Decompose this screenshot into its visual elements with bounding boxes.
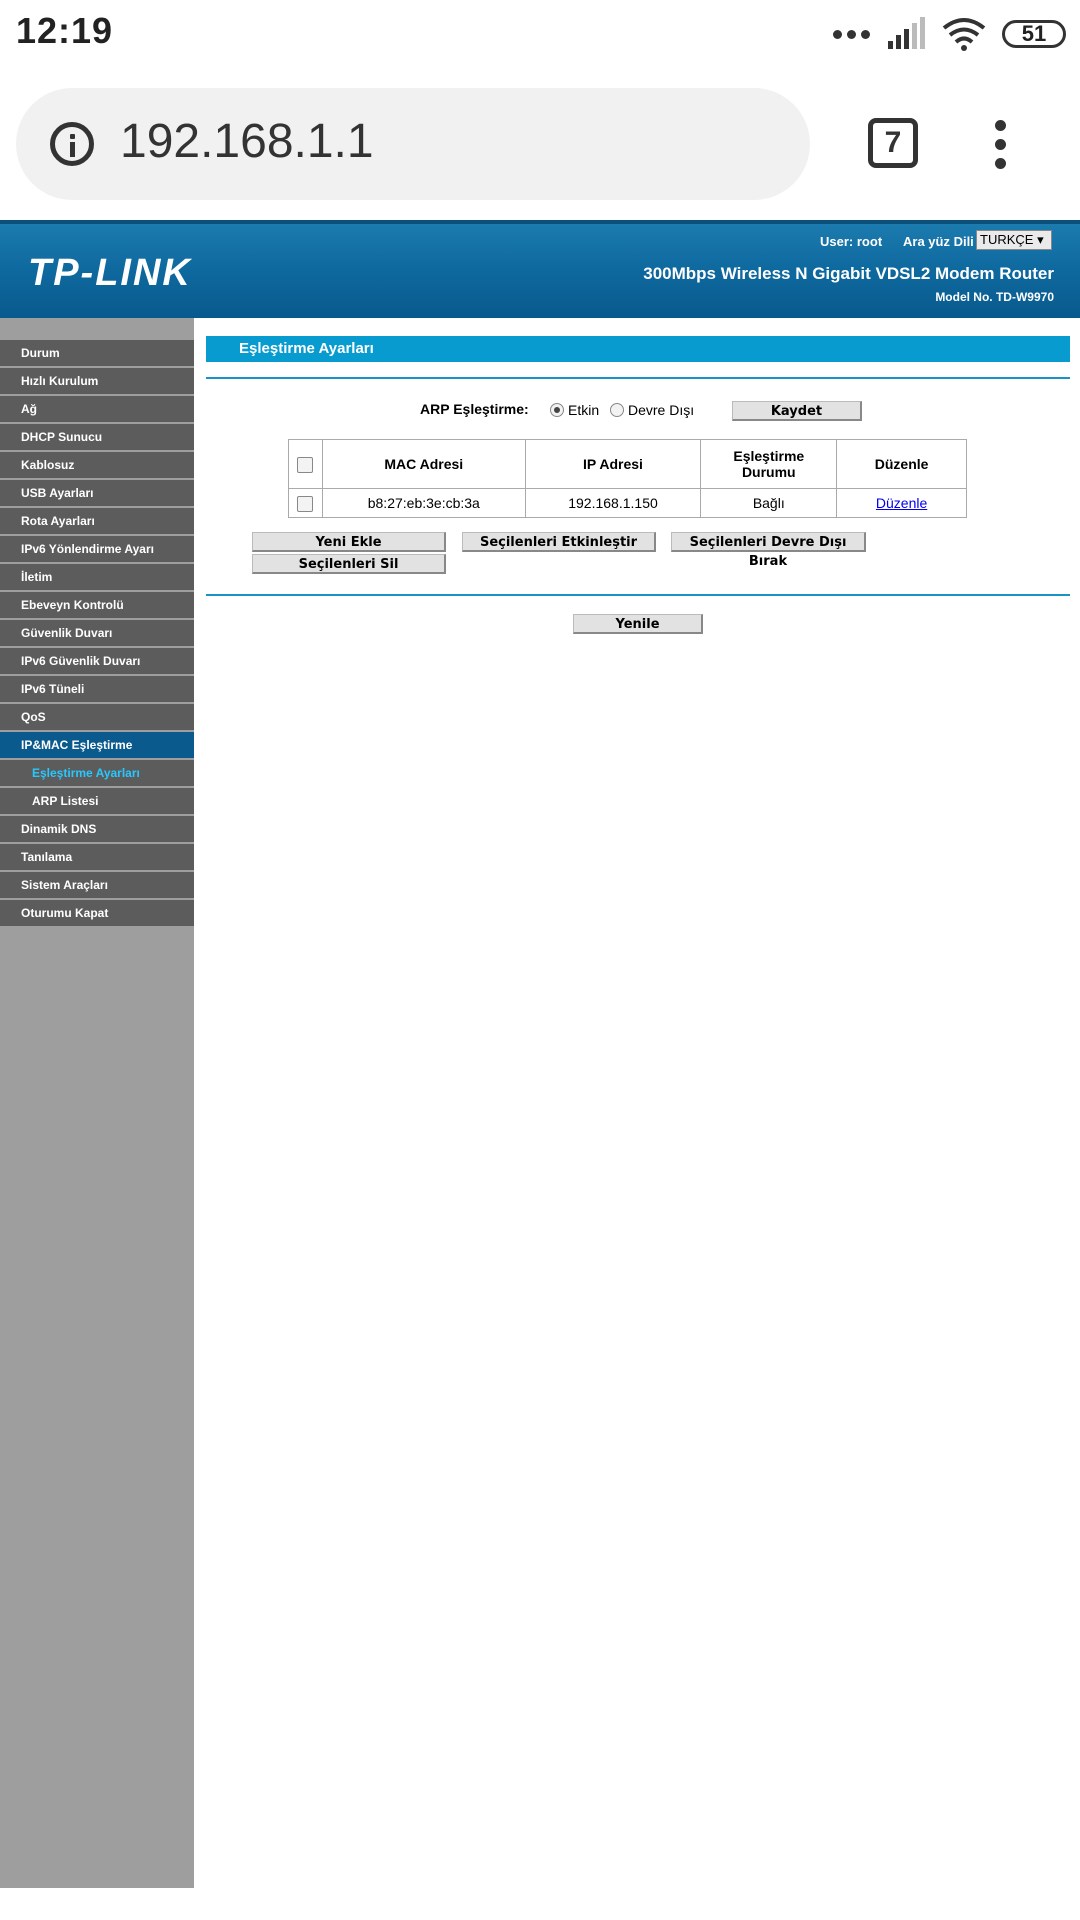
language-select[interactable] [976, 230, 1052, 250]
arp-enabled-label[interactable]: Etkin [568, 402, 600, 418]
column-header: Eşleştirme Durumu [701, 440, 837, 489]
main-content [206, 336, 1070, 632]
add-new-button[interactable]: Yeni Ekle [252, 532, 446, 552]
router-header [0, 220, 1080, 318]
sidebar-item-qos[interactable]: QoS [0, 704, 194, 730]
battery-icon [1002, 20, 1066, 48]
user-label: User: [820, 234, 854, 249]
arp-disabled-radio[interactable] [610, 403, 624, 417]
table-header-row [289, 440, 967, 489]
divider [206, 594, 1070, 596]
sidebar-item-ipv6-firewall[interactable]: IPv6 Güvenlik Duvarı [0, 648, 194, 674]
sidebar-item-iletim[interactable]: İletim [0, 564, 194, 590]
select-all-checkbox[interactable] [297, 457, 313, 473]
sidebar-item-ag[interactable]: Ağ [0, 396, 194, 422]
product-name: 300Mbps Wireless N Gigabit VDSL2 Modem Router [643, 264, 1054, 283]
user-info [820, 234, 882, 249]
edit-link[interactable]: Düzenle [875, 495, 928, 511]
column-header: Düzenle [837, 440, 967, 489]
edit-cell [837, 489, 967, 518]
status-bar [0, 0, 1080, 68]
sidebar-item-rota[interactable]: Rota Ayarları [0, 508, 194, 534]
tab-count: 7 [884, 126, 902, 159]
row-checkbox[interactable] [297, 496, 313, 512]
sidebar-item-ipv6-routing[interactable]: IPv6 Yönlendirme Ayarı [0, 536, 194, 562]
refresh-button[interactable]: Yenile [573, 614, 703, 634]
info-icon[interactable] [50, 122, 94, 166]
binding-status-cell: Bağlı [701, 489, 837, 518]
language-label: Ara yüz Dili [903, 234, 974, 249]
user-value: root [856, 234, 883, 249]
browser-toolbar [0, 68, 1080, 218]
sidebar-subitem-arp-list[interactable]: ARP Listesi [0, 788, 194, 814]
save-button[interactable]: Kaydet [732, 401, 862, 421]
arp-enabled-radio[interactable] [550, 403, 564, 417]
arp-binding-row [206, 379, 1070, 431]
row-select-cell [289, 489, 323, 518]
language-value: TURKÇE [980, 232, 1034, 247]
sidebar-item-diagnostics[interactable]: Tanılama [0, 844, 194, 870]
url-text[interactable]: 192.168.1.1 [120, 115, 374, 168]
sidebar-item-logout[interactable]: Oturumu Kapat [0, 900, 194, 926]
clock: 12:19 [16, 10, 114, 51]
sidebar-item-firewall[interactable]: Güvenlik Duvarı [0, 620, 194, 646]
arp-disabled-label[interactable]: Devre Dışı [628, 402, 695, 418]
more-notifications-icon [833, 30, 870, 39]
signal-icon [886, 17, 926, 51]
sidebar-item-dhcp[interactable]: DHCP Sunucu [0, 424, 194, 450]
tp-link-logo: TP-LINK [28, 252, 192, 294]
sidebar-item-hizli-kurulum[interactable]: Hızlı Kurulum [0, 368, 194, 394]
ip-address-cell: 192.168.1.150 [525, 489, 701, 518]
mac-address-cell: b8:27:eb:3e:cb:3a [322, 489, 525, 518]
arp-binding-label: ARP Eşleştirme: [420, 401, 529, 417]
sidebar-item-durum[interactable]: Durum [0, 340, 194, 366]
tab-switcher-button[interactable] [868, 118, 918, 168]
battery-level: 51 [1021, 21, 1047, 46]
sidebar-item-parental[interactable]: Ebeveyn Kontrolü [0, 592, 194, 618]
sidebar-item-system-tools[interactable]: Sistem Araçları [0, 872, 194, 898]
delete-selected-button[interactable]: Seçilenleri Sil [252, 554, 446, 574]
sidebar [0, 318, 194, 1888]
wifi-icon [942, 16, 986, 52]
select-all-cell [289, 440, 323, 489]
table-row [289, 489, 967, 518]
sidebar-item-ddns[interactable]: Dinamik DNS [0, 816, 194, 842]
model-number: Model No. TD-W9970 [935, 290, 1054, 304]
enable-selected-button[interactable]: Seçilenleri Etkinleştir [462, 532, 656, 552]
binding-table [288, 439, 967, 518]
overflow-menu-icon[interactable] [990, 120, 1010, 176]
sidebar-subitem-binding-settings[interactable]: Eşleştirme Ayarları [0, 760, 194, 786]
sidebar-item-ipv6-tunnel[interactable]: IPv6 Tüneli [0, 676, 194, 702]
status-icons [833, 14, 1066, 54]
column-header: MAC Adresi [322, 440, 525, 489]
sidebar-item-kablosuz[interactable]: Kablosuz [0, 452, 194, 478]
column-header: IP Adresi [525, 440, 701, 489]
sidebar-item-usb[interactable]: USB Ayarları [0, 480, 194, 506]
sidebar-item-ip-mac-binding[interactable]: IP&MAC Eşleştirme [0, 732, 194, 758]
page-title: Eşleştirme Ayarları [206, 336, 1070, 362]
chevron-down-icon: ▾ [1037, 232, 1044, 247]
disable-selected-button[interactable]: Seçilenleri Devre Dışı Bırak [671, 532, 866, 552]
address-bar[interactable] [16, 88, 810, 200]
